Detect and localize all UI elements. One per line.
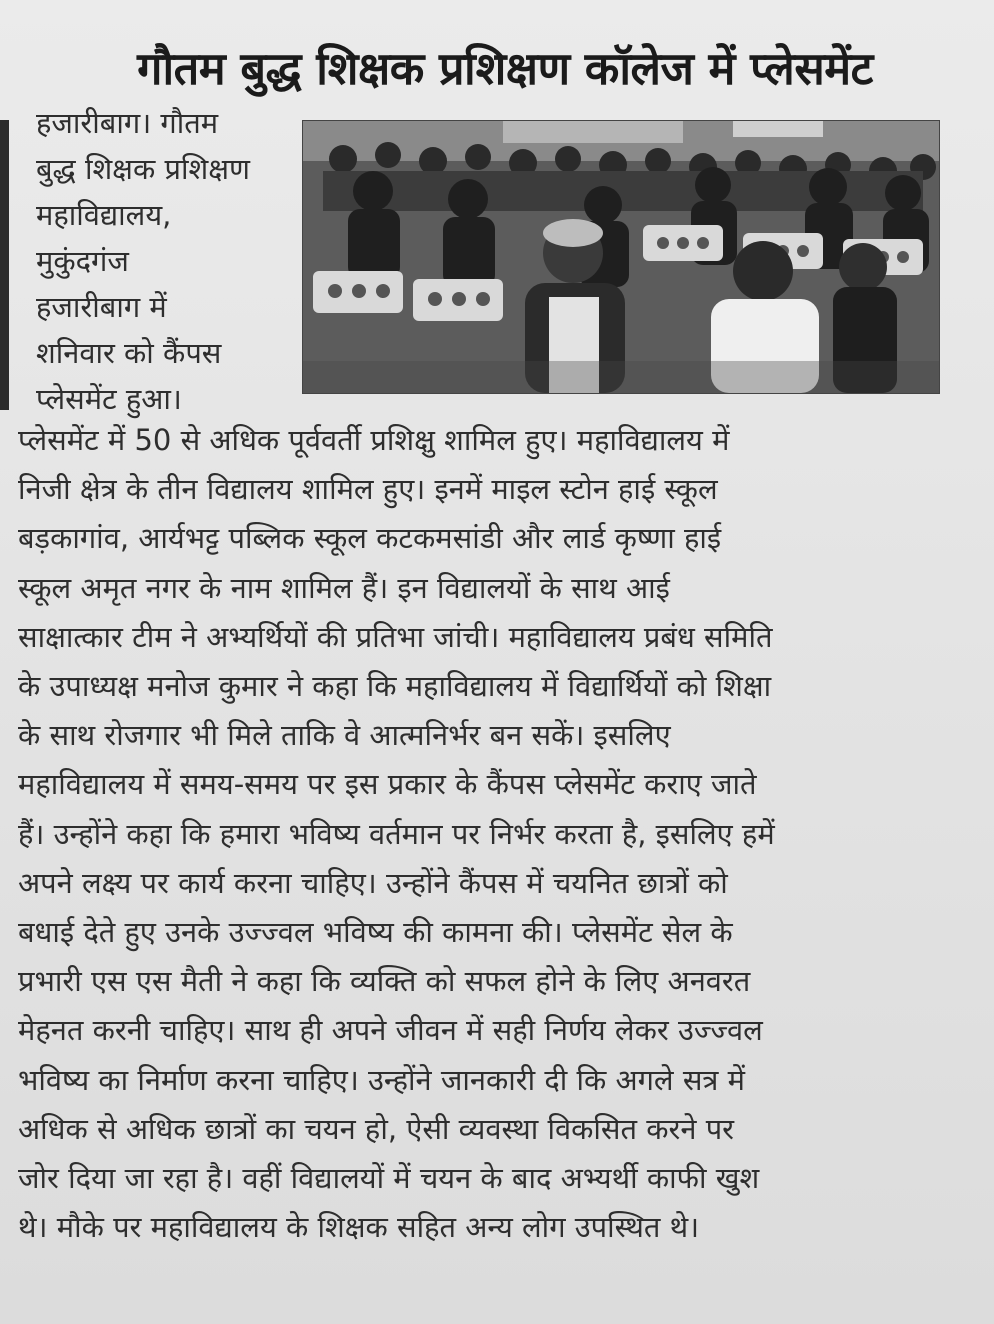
body-line: मेहनत करनी चाहिए। साथ ही अपने जीवन में सही निर्णय लेकर उज्ज्वल: [18, 1013, 763, 1048]
headline: गौतम बुद्ध शिक्षक प्रशिक्षण कॉलेज में प्लेसमेंट: [137, 42, 873, 95]
intro-line: प्लेसमेंट हुआ।: [36, 382, 182, 416]
body-line: के साथ रोजगार भी मिले ताकि वे आत्मनिर्भर बन सकें। इसलिए: [18, 718, 671, 753]
body-line: साक्षात्कार टीम ने अभ्यर्थियों की प्रतिभा जांची। महाविद्यालय प्रबंध समिति: [18, 619, 773, 654]
audience-photo-illustration: [303, 121, 939, 393]
body-line: जोर दिया जा रहा है। वहीं विद्यालयों में चयन के बाद अभ्यर्थी काफी खुश: [18, 1161, 760, 1196]
body-line: प्लेसमेंट में 50 से अधिक पूर्ववर्ती प्रशिक्षु शामिल हुए। महाविद्यालय में: [18, 423, 730, 457]
intro-line: हजारीबाग में: [36, 290, 167, 324]
intro-line: मुकुंदगंज: [36, 244, 129, 278]
body-line: हैं। उन्होंने कहा कि हमारा भविष्य वर्तमान पर निर्भर करता है, इसलिए हमें: [18, 816, 775, 851]
page-edge-mark: [0, 120, 9, 410]
body-line: प्रभारी एस एस मैती ने कहा कि व्यक्ति को सफल होने के लिए अनवरत: [18, 964, 751, 999]
intro-line: हजारीबाग। गौतम: [36, 106, 219, 140]
body-line: बड़कागांव, आर्यभट्ट पब्लिक स्कूल कटकमसांडी और लार्ड कृष्णा हाई: [18, 521, 722, 556]
body-line: महाविद्यालय में समय-समय पर इस प्रकार के कैंपस प्लेसमेंट कराए जाते: [18, 767, 757, 802]
intro-line: महाविद्यालय,: [36, 198, 172, 232]
body-line: अधिक से अधिक छात्रों का चयन हो, ऐसी व्यवस्था विकसित करने पर: [18, 1111, 735, 1146]
body-line: भविष्य का निर्माण करना चाहिए। उन्होंने जानकारी दी कि अगले सत्र में: [18, 1062, 745, 1097]
body-line: स्कूल अमृत नगर के नाम शामिल हैं। इन विद्यालयों के साथ आई: [18, 570, 670, 605]
intro-line: शनिवार को कैंपस: [36, 336, 222, 370]
audience-photo: [302, 120, 940, 394]
body-line: बधाई देते हुए उनके उज्ज्वल भविष्य की कामना की। प्लेसमेंट सेल के: [18, 915, 733, 950]
body-line: अपने लक्ष्य पर कार्य करना चाहिए। उन्होंने कैंपस में चयनित छात्रों को: [18, 865, 728, 900]
body-line: के उपाध्यक्ष मनोज कुमार ने कहा कि महाविद्यालय में विद्यार्थियों को शिक्षा: [18, 669, 772, 704]
intro-column: [36, 100, 300, 422]
intro-line: बुद्ध शिक्षक प्रशिक्षण: [36, 152, 250, 186]
body-line: थे। मौके पर महाविद्यालय के शिक्षक सहित अन्य लोग उपस्थित थे।: [18, 1210, 700, 1245]
body-line: निजी क्षेत्र के तीन विद्यालय शामिल हुए। इनमें माइल स्टोन हाई स्कूल: [18, 472, 718, 507]
article-body: [18, 416, 968, 1252]
